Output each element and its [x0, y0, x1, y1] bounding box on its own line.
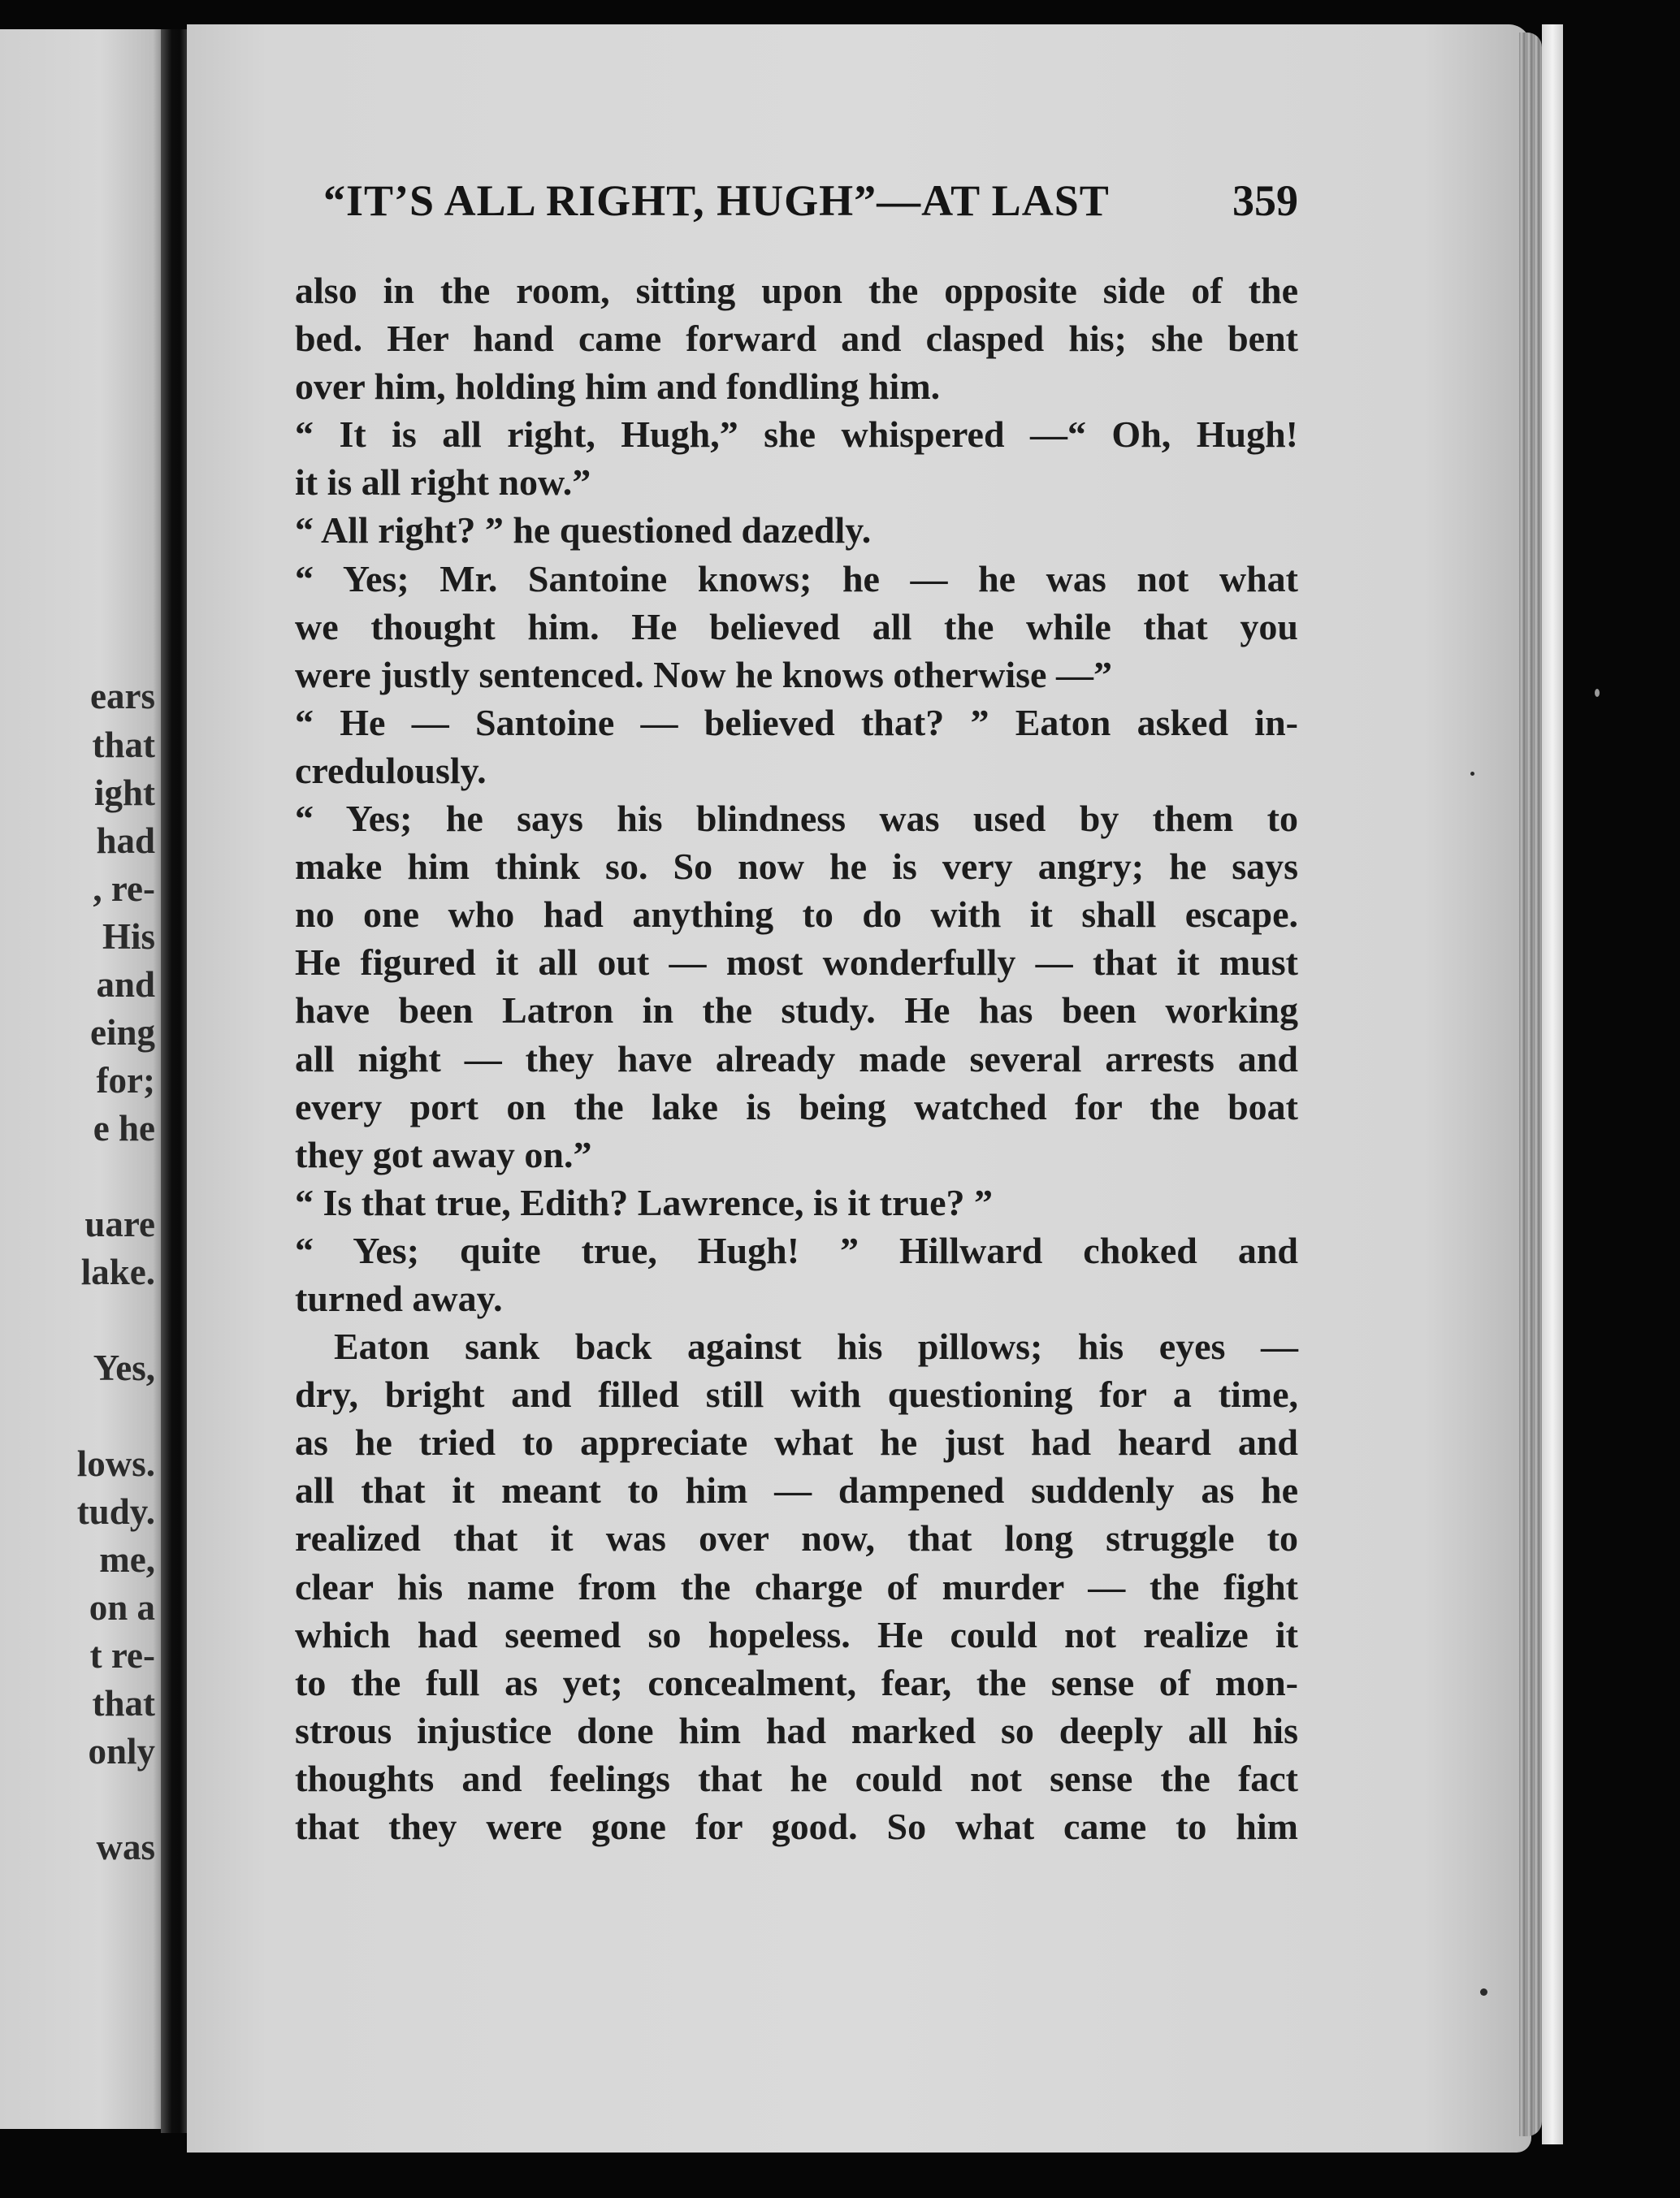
- text-line: clear his name from the charge of murder — the fight: [295, 1565, 1298, 1607]
- text-line: were justly sentenced. Now he knows otherwise —”: [295, 653, 1112, 695]
- text-line: all that it meant to him — dampened suddenly as he: [295, 1469, 1298, 1512]
- previous-page-line: lows.: [76, 1443, 155, 1484]
- text-line: as he tried to appreciate what he just had heard and: [295, 1421, 1298, 1464]
- text-line: “ He — Santoine — believed that? ” Eaton asked in-: [295, 701, 1298, 743]
- text-line: “ All right? ” he questioned dazedly.: [295, 509, 872, 552]
- previous-page-line: and: [96, 964, 155, 1005]
- text-line: over him, holding him and fondling him.: [295, 366, 941, 408]
- text-line: “ Yes; he says his blindness was used by them to: [295, 798, 1298, 840]
- text-line: every port on the lake is being watched for the boat: [295, 1085, 1298, 1127]
- previous-page-line: ears: [90, 676, 155, 716]
- previous-page-line: me,: [99, 1539, 155, 1580]
- text-line: strous injustice done him had marked so deeply all his: [295, 1709, 1298, 1751]
- text-line: bed. Her hand came forward and clasped his; she bent: [295, 318, 1298, 360]
- text-line: turned away.: [295, 1277, 503, 1319]
- paper-speck: [1595, 689, 1600, 697]
- text-line: no one who had anything to do with it shall escape.: [295, 893, 1298, 936]
- running-head: [323, 172, 1298, 229]
- text-line: “ It is all right, Hugh,” she whispered —“ Oh, Hugh!: [295, 413, 1298, 456]
- text-line: He figured it all out — most wonderfully — that it must: [295, 941, 1298, 984]
- page-edge-highlight: [1542, 24, 1563, 2144]
- text-line: they got away on.”: [295, 1133, 592, 1175]
- text-line: Eaton sank back against his pillows; his eyes —: [334, 1326, 1298, 1368]
- previous-page-line: tudy.: [76, 1491, 155, 1532]
- page-number: 359: [1232, 176, 1298, 225]
- text-line: have been Latron in the study. He has been working: [295, 989, 1298, 1032]
- text-line: “ Is that true, Edith? Lawrence, is it true? ”: [295, 1181, 994, 1223]
- previous-page-line: that: [92, 725, 155, 765]
- previous-page-line: on a: [89, 1587, 155, 1628]
- previous-page-line: , re-: [93, 868, 155, 909]
- previous-page-line: e he: [93, 1108, 155, 1149]
- previous-page-line: that: [92, 1683, 155, 1724]
- text-line: we thought him. He believed all the while that you: [295, 605, 1298, 647]
- text-line: it is all right now.”: [295, 461, 591, 504]
- text-line: that they were gone for good. So what came to him: [295, 1806, 1298, 1847]
- text-line: also in the room, sitting upon the opposite side of the: [295, 270, 1298, 311]
- previous-page-line: uare: [84, 1204, 155, 1244]
- running-head-title: “IT’S ALL RIGHT, HUGH”—AT LAST: [323, 176, 1110, 225]
- paper-speck: [1470, 772, 1474, 776]
- paper-speck: [1480, 1988, 1487, 1996]
- text-line: which had seemed so hopeless. He could not realize it: [295, 1613, 1298, 1655]
- text-line: make him think so. So now he is very angry; he says: [295, 846, 1298, 888]
- previous-page-line: t re-: [89, 1635, 155, 1676]
- text-line: credulously.: [295, 749, 487, 791]
- previous-page-line: eing: [89, 1012, 155, 1053]
- previous-page-line: lake.: [80, 1252, 155, 1292]
- text-line: realized that it was over now, that long struggle to: [295, 1517, 1298, 1560]
- book-gutter: [161, 29, 188, 2133]
- page-body-text: [295, 266, 1298, 1850]
- previous-page-line: had: [96, 820, 155, 861]
- text-line: all night — they have already made several arrests and: [295, 1037, 1298, 1080]
- previous-page-line: for;: [96, 1060, 155, 1101]
- previous-page-line: was: [96, 1827, 155, 1867]
- previous-page-line: only: [88, 1731, 155, 1772]
- text-line: thoughts and feelings that he could not sense the fact: [295, 1757, 1298, 1799]
- text-line: dry, bright and filled still with questioning for a time,: [295, 1374, 1298, 1416]
- previous-page: [0, 29, 167, 2129]
- text-line: “ Yes; Mr. Santoine knows; he — he was not what: [295, 557, 1298, 599]
- page-edge-stack: [1519, 32, 1542, 2136]
- previous-page-line: ight: [93, 772, 155, 813]
- text-line: “ Yes; quite true, Hugh! ” Hillward choked and: [295, 1229, 1298, 1271]
- text-line: to the full as yet; concealment, fear, the sense of mon-: [295, 1661, 1298, 1703]
- previous-page-line: His: [102, 916, 155, 957]
- previous-page-line: Yes,: [93, 1348, 155, 1388]
